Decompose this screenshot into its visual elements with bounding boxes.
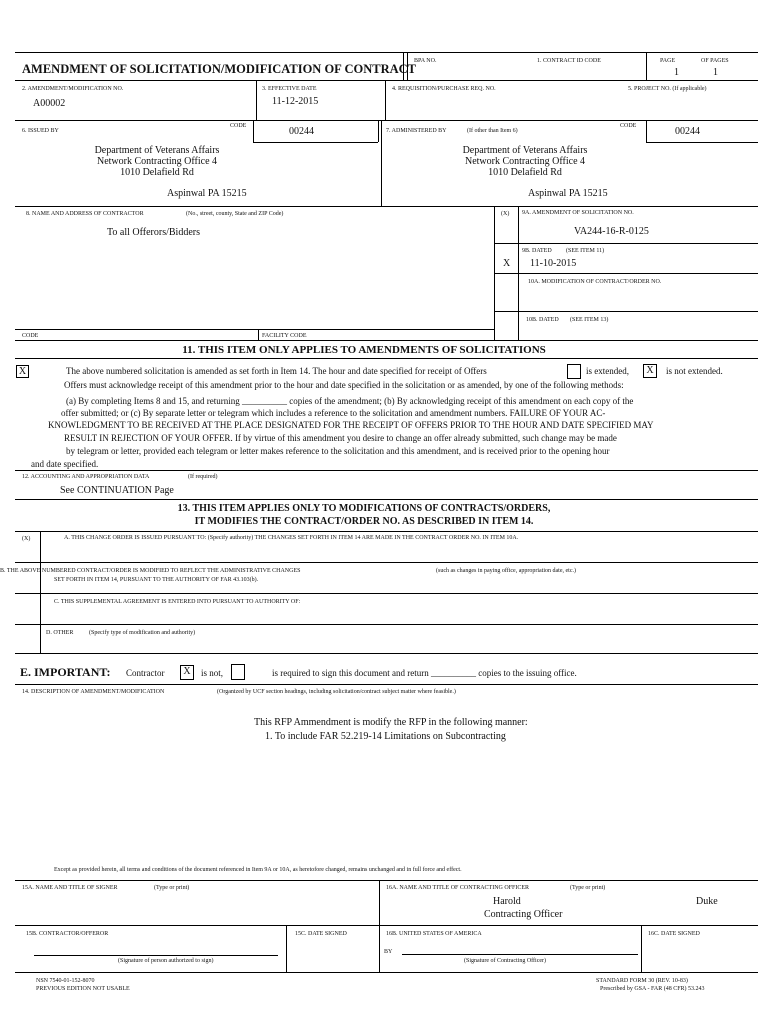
contractor-label: 8. NAME AND ADDRESS OF CONTRACTOR [26,211,144,217]
section-13-a: A. THIS CHANGE ORDER IS ISSUED PURSUANT TO: (Specify authority) THE CHANGES SET FORTH IN ITEM 14 ARE MADE IN THE CONTRACT ORDER NO. IN ITEM 10A. [64,535,519,541]
not-extended-label: is not extended. [666,366,723,376]
important-is-checkbox[interactable] [231,664,245,680]
section-13-d-note: (Specify type of modification and authority) [89,630,196,636]
effective-date-value: 11-12-2015 [272,96,319,107]
contractor-text: Contractor [126,668,165,678]
section-11-line-1: The above numbered solicitation is amended as set forth in Item 14. The hour and date specified for receipt of Offers [66,366,487,376]
important-is-not-checkbox[interactable]: X [180,665,194,680]
is-not-label: is not, [201,668,224,678]
issued-address-line-2: Network Contracting Office 4 [96,156,218,167]
facility-code-label: FACILITY CODE [262,333,307,339]
officer-signature-line[interactable] [402,954,638,955]
administered-city: Aspinwal PA 15215 [528,188,608,199]
requisition-label: 4. REQUISITION/PURCHASE REQ. NO. [392,86,496,92]
officer-first-name: Harold [493,896,521,907]
dated-9b-mark[interactable]: X [503,258,511,269]
section-11-line-5: KNOWLEDGMENT TO BE RECEIVED AT THE PLACE DESIGNATED FOR THE RECEIPT OF OFFERS PRIOR TO THE HOUR AND DATE SPECIFIED MAY [48,420,654,430]
signature-officer-note: (Signature of Contracting Officer) [464,958,547,964]
accounting-note: (If required) [188,474,218,480]
administered-address-line-3: 1010 Delafield Rd [488,167,562,178]
section-13-d: D. OTHER [46,630,74,636]
administered-code-value: 00244 [675,126,700,137]
administered-address-line-2: Network Contracting Office 4 [464,156,586,167]
section-13-title-2: IT MODIFIES THE CONTRACT/ORDER NO. AS DESCRIBED IN ITEM 14. [194,516,534,527]
issued-address [62,145,252,178]
section-13-b-line-1: B. THE ABOVE NUMBERED CONTRACT/ORDER IS MODIFIED TO REFLECT THE ADMINISTRATIVE CHANGES [0,568,301,574]
contractor-signature-line[interactable] [34,955,278,956]
issued-address-line-1: Department of Veterans Affairs [94,145,220,156]
not-extended-checkbox[interactable]: X [643,364,657,378]
administered-address-line-1: Department of Veterans Affairs [462,145,588,156]
prescribed-by: Prescribed by GSA - FAR (48 CFR) 53.243 [600,986,705,992]
section-13-b-note: (such as changes in paying office, appropriation date, etc.) [436,568,577,574]
section-13-title-1: 13. THIS ITEM APPLIES ONLY TO MODIFICATIONS OF CONTRACTS/ORDERS, [177,503,551,514]
contractor-offeror-label: 15B. CONTRACTOR/OFFEROR [26,931,109,937]
section-11-title: 11. THIS ITEM ONLY APPLIES TO AMENDMENTS OF SOLICITATIONS [182,344,546,356]
administered-code-label: CODE [620,123,637,129]
date-signed-15c-label: 15C. DATE SIGNED [295,931,347,937]
accounting-value: See CONTINUATION Page [60,485,174,496]
contract-id-label: 1. CONTRACT ID CODE [537,58,601,64]
administered-address [430,145,620,178]
project-no-label: 5. PROJECT NO. (If applicable) [628,86,707,92]
important-label: E. IMPORTANT: [20,665,111,679]
section-11-line-3: (a) By completing Items 8 and 15, and returning __________ copies of the amendment; (b) By acknowledging receipt of this amendment on each copy of the [66,396,634,406]
bpa-no-label: BPA NO. [414,58,437,64]
extended-checkbox[interactable] [567,364,581,379]
amendment-no-label: 2. AMENDMENT/MODIFICATION NO. [22,86,124,92]
contractor-value: To all Offerors/Bidders [107,227,200,238]
of-pages-label: OF PAGES [701,58,729,64]
page-label: PAGE [660,58,676,64]
dated-9b-label: 9B. DATED [522,248,552,254]
standard-form: STANDARD FORM 30 (REV. 10-83) [596,978,688,984]
previous-edition: PREVIOUS EDITION NOT USABLE [36,986,130,992]
description-note: (Organized by UCF section headings, including solicitation/contract subject matter where feasible.) [217,689,456,695]
page-value: 1 [674,67,679,78]
section-11-line-8: and date specified. [31,459,99,469]
effective-date-label: 3. EFFECTIVE DATE [262,86,317,92]
dated-9b-note: (SEE ITEM 11) [566,248,605,254]
section-11-line-2: Offers must acknowledge receipt of this amendment prior to the hour and date specified in the solicitation or as amended, by one of the following methods: [64,380,624,390]
section-11-checkbox[interactable]: X [16,365,29,378]
extended-label: is extended, [586,366,629,376]
description-body-2: 1. To include FAR 52.219-14 Limitations on Subcontracting [265,731,506,742]
administered-note: (If other than Item 6) [467,128,518,134]
by-label: BY [384,949,393,955]
dated-10b-label: 10B. DATED [526,317,559,323]
modification-contract-label: 10A. MODIFICATION OF CONTRACT/ORDER NO. [528,279,662,285]
section-11-line-4: offer submitted; or (c) By separate letter or telegram which includes a reference to the solicitation and amendment numbers. FAILURE OF YOUR AC- [61,408,606,418]
section-11-line-7: by telegram or letter, provided each telegram or letter makes reference to the solicitation and this amendment, and is received prior to the opening hour [66,446,610,456]
officer-note: (Type or print) [570,885,606,891]
officer-label: 16A. NAME AND TITLE OF CONTRACTING OFFICER [386,885,530,891]
dated-10b-note: (SEE ITEM 13) [570,317,609,323]
required-text: is required to sign this document and return __________ copies to the issuing office. [272,668,577,678]
issued-code-value: 00244 [289,126,314,137]
x-column-label: (X) [501,211,510,217]
contractor-note: (No., street, county, State and ZIP Code) [186,211,284,217]
section-11-line-6: RESULT IN REJECTION OF YOUR OFFER. If by virtue of this amendment you desire to change an offer already submitted, such change may be made [64,433,617,443]
section-13-x-label: (X) [22,536,31,542]
amendment-no-value: A00002 [33,98,66,109]
officer-last-name: Duke [696,896,718,907]
united-states-label: 16B. UNITED STATES OF AMERICA [386,931,482,937]
of-pages-value: 1 [713,67,718,78]
description-label: 14. DESCRIPTION OF AMENDMENT/MODIFICATION [22,689,165,695]
contractor-code-label: CODE [22,333,39,339]
date-signed-16c-label: 16C. DATE SIGNED [648,931,700,937]
signer-note: (Type or print) [154,885,190,891]
amendment-solicitation-value: VA244-16-R-0125 [574,226,649,237]
amendment-solicitation-label: 9A. AMENDMENT OF SOLICITATION NO. [522,210,634,216]
form-title: AMENDMENT OF SOLICITATION/MODIFICATION OF CONTRACT [22,62,417,76]
signature-person-note: (Signature of person authorized to sign) [118,958,214,964]
issued-city: Aspinwal PA 15215 [167,188,247,199]
section-13-b-line-2: SET FORTH IN ITEM 14, PURSUANT TO THE AUTHORITY OF FAR 43.103(b). [54,577,259,583]
accounting-label: 12. ACCOUNTING AND APPROPRIATION DATA [22,474,150,480]
description-body-1: This RFP Ammendment is modify the RFP in the following manner: [254,717,528,728]
issued-by-label: 6. ISSUED BY [22,128,59,134]
terms-note: Except as provided herein, all terms and conditions of the document referenced in Item 9A or 10A, as heretofore changed, remains unchanged and in full force and effect. [54,867,462,873]
section-13-c: C. THIS SUPPLEMENTAL AGREEMENT IS ENTERED INTO PURSUANT TO AUTHORITY OF: [54,599,301,605]
signer-label: 15A. NAME AND TITLE OF SIGNER [22,885,118,891]
administered-by-label: 7. ADMINISTERED BY [386,128,447,134]
officer-title: Contracting Officer [484,909,563,920]
issued-code-label: CODE [230,123,247,129]
nsn-number: NSN 7540-01-152-8070 [36,978,95,984]
dated-9b-value: 11-10-2015 [530,258,577,269]
issued-address-line-3: 1010 Delafield Rd [120,167,194,178]
